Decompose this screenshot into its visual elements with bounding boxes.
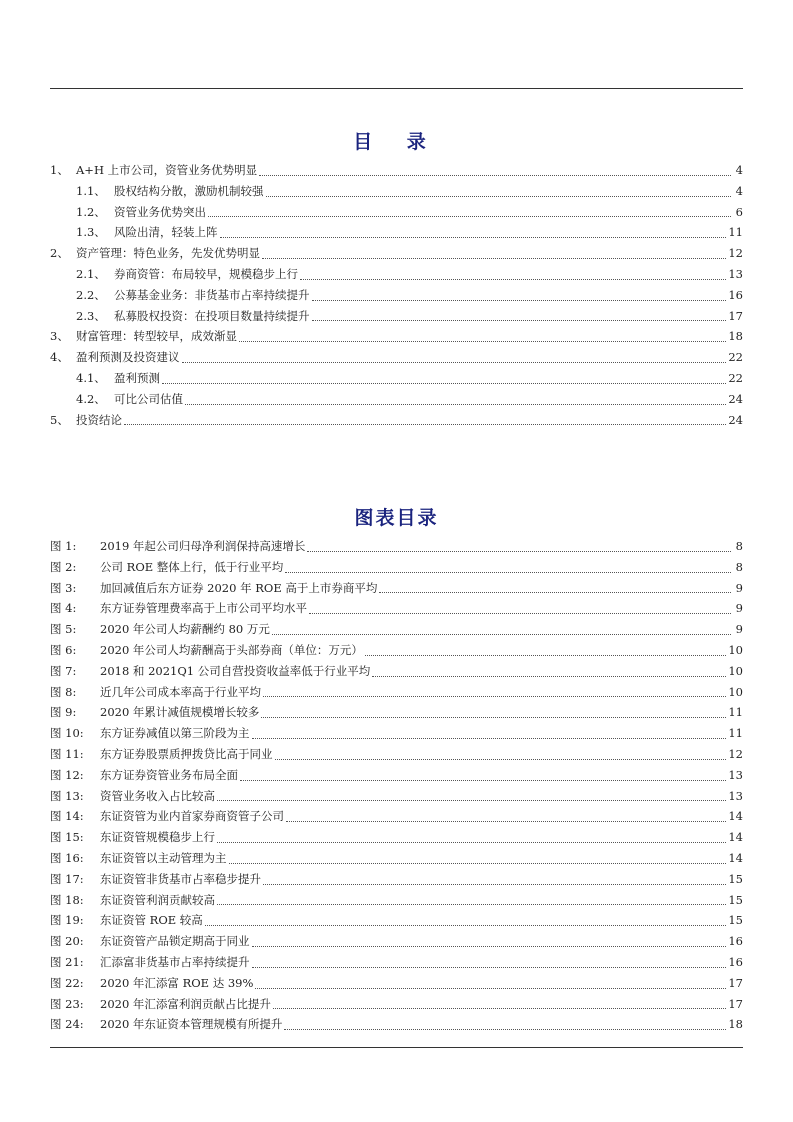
entry-number: 图 15: <box>50 830 84 845</box>
entry-number: 4.1、 <box>76 370 106 385</box>
entry-number: 图 1: <box>50 539 77 553</box>
dot-leader <box>307 543 731 552</box>
entry-title: 资管业务收入占比较高 <box>100 788 215 803</box>
page-number: 11 <box>728 705 743 720</box>
entry-title: 东证资管以主动管理为主 <box>100 850 227 865</box>
entry-title: 盈利预测 <box>114 370 160 385</box>
page-number: 9 <box>735 622 743 637</box>
toc-entry[interactable] <box>50 160 743 181</box>
entry-title: 盈利预测及投资建议 <box>76 350 180 365</box>
toc-entry[interactable] <box>50 202 743 223</box>
dot-leader <box>182 354 727 363</box>
dot-leader <box>217 792 726 801</box>
page-number: 14 <box>728 830 743 845</box>
entry-number: 图 21: <box>50 954 84 969</box>
page-number: 9 <box>735 580 743 595</box>
dot-leader <box>263 876 726 885</box>
page-number: 24 <box>728 391 743 406</box>
dot-leader <box>162 375 726 384</box>
page-number: 10 <box>728 684 743 699</box>
entry-title: 2020 年汇添富利润贡献占比提升 <box>100 996 271 1011</box>
entry-title: 2019 年起公司归母净利润保持高速增长 <box>100 539 306 553</box>
dot-leader <box>379 584 731 593</box>
page-number: 22 <box>728 350 743 365</box>
dot-leader <box>273 1000 726 1009</box>
entry-number: 图 22: <box>50 975 84 990</box>
page-number: 17 <box>728 975 743 990</box>
page-number: 10 <box>728 663 743 678</box>
entry-title: 2020 年公司人均薪酬约 80 万元 <box>100 622 270 637</box>
page-number: 11 <box>728 726 743 741</box>
entry-number: 2、 <box>50 246 69 261</box>
dot-leader <box>261 709 726 718</box>
figure-entry[interactable] <box>50 931 743 952</box>
page-number: 14 <box>728 809 743 824</box>
dot-leader <box>208 208 731 217</box>
entry-title: 公募基金业务：非货基市占率持续提升 <box>114 287 310 302</box>
dot-leader <box>262 250 726 259</box>
toc-entry[interactable] <box>50 285 743 306</box>
entry-number: 图 9: <box>50 705 77 720</box>
entry-title: 投资结论 <box>76 412 122 427</box>
entry-number: 图 5: <box>50 622 77 637</box>
dot-leader <box>229 855 727 864</box>
page-number: 8 <box>735 539 743 553</box>
entry-number: 1、 <box>50 163 69 177</box>
toc-entry[interactable] <box>50 222 743 243</box>
page-number: 18 <box>728 1017 743 1032</box>
entry-number: 4.2、 <box>76 391 106 406</box>
entry-number: 图 18: <box>50 892 84 907</box>
toc-list <box>50 160 743 430</box>
figure-entry[interactable] <box>50 786 743 807</box>
entry-title: 东证资管 ROE 较高 <box>100 913 203 928</box>
entry-title: 汇添富非货基市占率持续提升 <box>100 954 250 969</box>
entry-title: 东证资管规模稳步上行 <box>100 830 215 845</box>
entry-number: 1.3、 <box>76 225 106 240</box>
dot-leader <box>240 772 726 781</box>
entry-title: 东证资管利润贡献较高 <box>100 892 215 907</box>
entry-title: A+H 上市公司，资管业务优势明显 <box>76 163 258 177</box>
entry-title: 东方证券资管业务布局全面 <box>100 767 238 782</box>
toc-entry[interactable] <box>50 326 743 347</box>
dot-leader <box>300 271 726 280</box>
entry-number: 图 11: <box>50 746 84 761</box>
dot-leader <box>365 647 726 656</box>
entry-title: 公司 ROE 整体上行，低于行业平均 <box>100 559 284 574</box>
dot-leader <box>263 688 726 697</box>
entry-number: 3、 <box>50 329 69 344</box>
entry-title: 2020 年东证资本管理规模有所提升 <box>100 1017 283 1032</box>
figure-entry[interactable] <box>50 557 743 578</box>
entry-title: 2020 年累计减值规模增长较多 <box>100 705 260 720</box>
entry-number: 图 16: <box>50 850 84 865</box>
toc-entry[interactable] <box>50 389 743 410</box>
toc-entry[interactable] <box>50 243 743 264</box>
page-number: 4 <box>735 183 743 198</box>
dot-leader <box>252 938 727 947</box>
dot-leader <box>312 292 727 301</box>
page-number: 17 <box>728 996 743 1011</box>
figure-entry[interactable] <box>50 744 743 765</box>
dot-leader <box>259 167 731 176</box>
entry-number: 图 19: <box>50 913 84 928</box>
figure-entry[interactable] <box>50 910 743 931</box>
page-number: 6 <box>735 204 743 219</box>
entry-title: 东证资管为业内首家券商资管子公司 <box>100 809 284 824</box>
page-number: 12 <box>728 246 743 261</box>
figure-entry[interactable] <box>50 806 743 827</box>
entry-number: 1.1、 <box>76 183 106 198</box>
figure-entry[interactable] <box>50 848 743 869</box>
page-number: 14 <box>728 850 743 865</box>
entry-number: 图 3: <box>50 580 77 595</box>
page-number: 8 <box>735 559 743 574</box>
page-number: 22 <box>728 370 743 385</box>
entry-number: 2.1、 <box>76 266 106 281</box>
dot-leader <box>252 730 727 739</box>
dot-leader <box>255 980 726 989</box>
dot-leader <box>266 188 732 197</box>
page-number: 9 <box>735 601 743 616</box>
entry-number: 图 2: <box>50 559 77 574</box>
dot-leader <box>272 626 731 635</box>
page-number: 13 <box>728 788 743 803</box>
entry-number: 5、 <box>50 412 69 427</box>
entry-title: 2020 年公司人均薪酬高于头部券商（单位：万元） <box>100 642 363 657</box>
figure-entry[interactable] <box>50 661 743 682</box>
figure-entry[interactable] <box>50 598 743 619</box>
entry-title: 近几年公司成本率高于行业平均 <box>100 684 261 699</box>
figure-entry[interactable] <box>50 723 743 744</box>
entry-number: 1.2、 <box>76 204 106 219</box>
page-number: 12 <box>728 746 743 761</box>
dot-leader <box>309 605 731 614</box>
page-number: 13 <box>728 266 743 281</box>
figure-entry[interactable] <box>50 890 743 911</box>
entry-title: 2020 年汇添富 ROE 达 39% <box>100 975 254 990</box>
entry-title: 东证资管非货基市占率稳步提升 <box>100 871 261 886</box>
dot-leader <box>217 896 726 905</box>
entry-title: 券商资管：布局较早，规模稳步上行 <box>114 266 298 281</box>
entry-number: 图 13: <box>50 788 84 803</box>
figure-entry[interactable] <box>50 973 743 994</box>
figure-index-title: 图表目录 <box>354 507 439 529</box>
dot-leader <box>252 959 727 968</box>
figure-entry[interactable] <box>50 869 743 890</box>
toc-entry[interactable] <box>50 306 743 327</box>
figure-entry[interactable] <box>50 578 743 599</box>
page-number: 13 <box>728 767 743 782</box>
figure-entry[interactable] <box>50 702 743 723</box>
entry-title: 风险出清，轻装上阵 <box>114 225 218 240</box>
dot-leader <box>239 333 726 342</box>
figure-entry[interactable] <box>50 536 743 557</box>
entry-number: 图 4: <box>50 601 77 616</box>
page-number: 16 <box>728 287 743 302</box>
entry-number: 2.3、 <box>76 308 106 323</box>
dot-leader <box>284 1021 726 1030</box>
page-number: 15 <box>728 913 743 928</box>
entry-title: 资产管理：特色业务，先发优势明显 <box>76 246 260 261</box>
dot-leader <box>124 416 726 425</box>
figure-entry[interactable] <box>50 827 743 848</box>
entry-title: 资管业务优势突出 <box>114 204 206 219</box>
page-number: 16 <box>728 954 743 969</box>
page-number: 17 <box>728 308 743 323</box>
entry-number: 图 8: <box>50 684 77 699</box>
entry-number: 图 24: <box>50 1017 84 1032</box>
entry-number: 图 10: <box>50 726 84 741</box>
entry-title: 私募股权投资：在投项目数量持续提升 <box>114 308 310 323</box>
toc-entry[interactable] <box>50 181 743 202</box>
entry-number: 图 17: <box>50 871 84 886</box>
dot-leader <box>286 813 726 822</box>
figure-index-list <box>50 536 743 1035</box>
entry-number: 图 7: <box>50 663 77 678</box>
entry-title: 加回减值后东方证券 2020 年 ROE 高于上市券商平均 <box>100 580 378 595</box>
entry-title: 可比公司估值 <box>114 391 183 406</box>
dot-leader <box>217 834 726 843</box>
entry-number: 4、 <box>50 350 69 365</box>
toc-entry[interactable] <box>50 264 743 285</box>
figure-entry[interactable] <box>50 765 743 786</box>
dot-leader <box>275 751 727 760</box>
toc-entry[interactable] <box>50 410 743 431</box>
page-number: 11 <box>728 225 743 240</box>
page-number: 15 <box>728 871 743 886</box>
dot-leader <box>372 668 726 677</box>
page-number: 4 <box>735 163 743 177</box>
entry-title: 东方证券管理费率高于上市公司平均水平 <box>100 601 307 616</box>
toc-entry[interactable] <box>50 347 743 368</box>
entry-title: 财富管理：转型较早，成效渐显 <box>76 329 237 344</box>
toc-title: 目 录 <box>353 131 440 153</box>
entry-number: 图 23: <box>50 996 84 1011</box>
entry-number: 图 20: <box>50 934 84 949</box>
page-number: 18 <box>728 329 743 344</box>
page-number: 10 <box>728 642 743 657</box>
dot-leader <box>205 917 727 926</box>
entry-number: 图 12: <box>50 767 84 782</box>
figure-entry[interactable] <box>50 994 743 1015</box>
entry-title: 东证资管产品锁定期高于同业 <box>100 934 250 949</box>
header-rule <box>50 88 743 89</box>
page-number: 15 <box>728 892 743 907</box>
dot-leader <box>220 229 727 238</box>
entry-number: 图 6: <box>50 642 77 657</box>
figure-entry[interactable] <box>50 619 743 640</box>
page-number: 24 <box>728 412 743 427</box>
figure-entry[interactable] <box>50 640 743 661</box>
dot-leader <box>185 396 726 405</box>
dot-leader <box>285 564 731 573</box>
entry-title: 东方证券减值以第三阶段为主 <box>100 726 250 741</box>
dot-leader <box>312 312 727 321</box>
entry-title: 2018 和 2021Q1 公司自营投资收益率低于行业平均 <box>100 663 371 678</box>
entry-title: 股权结构分散，激励机制较强 <box>114 183 264 198</box>
toc-entry[interactable] <box>50 368 743 389</box>
figure-entry[interactable] <box>50 682 743 703</box>
entry-title: 东方证券股票质押拨贷比高于同业 <box>100 746 273 761</box>
figure-entry[interactable] <box>50 1014 743 1035</box>
entry-number: 图 14: <box>50 809 84 824</box>
figure-entry[interactable] <box>50 952 743 973</box>
page-number: 16 <box>728 934 743 949</box>
entry-number: 2.2、 <box>76 287 106 302</box>
footer-rule <box>50 1047 743 1048</box>
